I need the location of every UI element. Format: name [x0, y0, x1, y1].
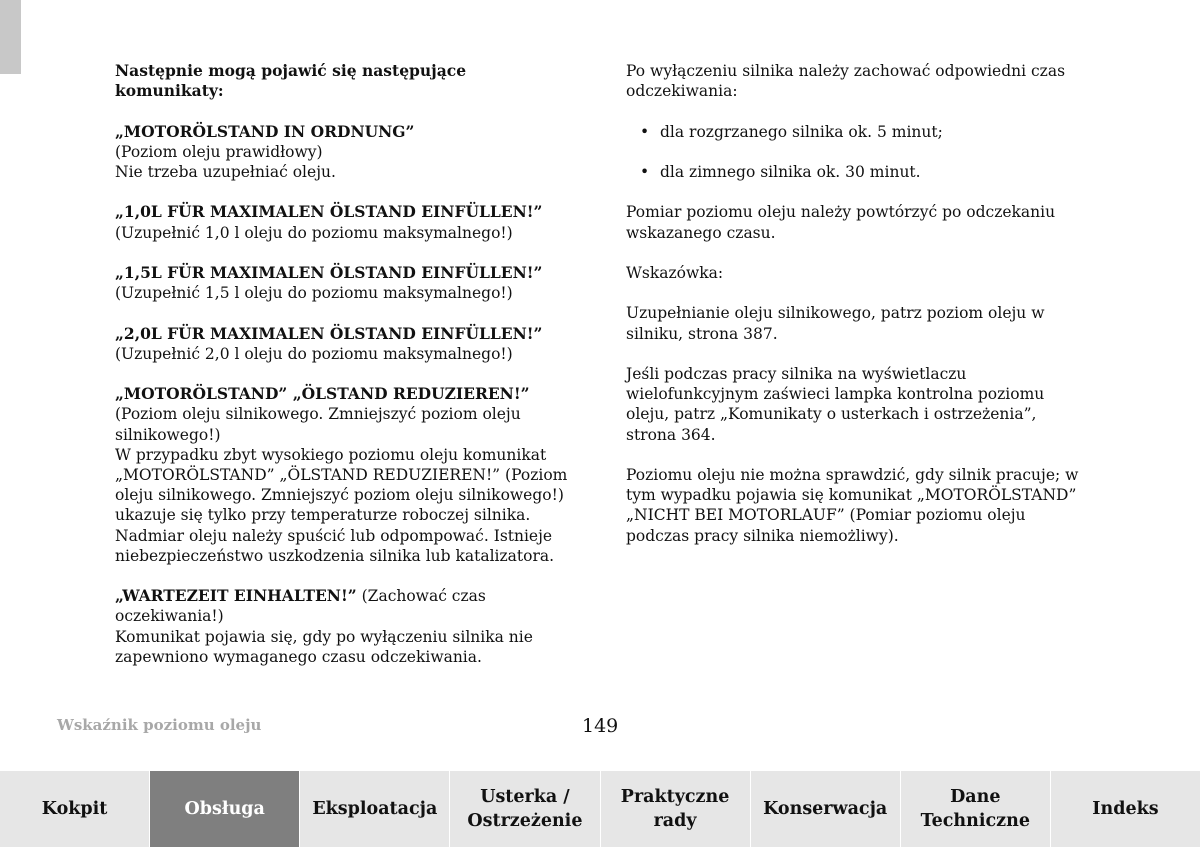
list-item: • dla zimnego silnika ok. 30 minut.	[626, 162, 1086, 182]
message-translation: (Uzupełnić 2,0 l oleju do poziomu maksymalnego!)	[115, 344, 513, 363]
right-column	[626, 61, 1086, 566]
message-description: W przypadku zbyt wysokiego poziomu oleju komunikat „MOTORÖLSTAND” „ÖLSTAND REDUZIEREN!” (Poziom oleju silnikowego. Zmniejszyć poziom oleju silnikowego!) ukazuje się tylko przy temperaturze roboczej silnika.	[115, 445, 568, 525]
chapter-nav	[0, 771, 1200, 847]
message-translation: (Poziom oleju silnikowego. Zmniejszyć poziom oleju silnikowego!)	[115, 405, 521, 444]
message-title: „MOTORÖLSTAND IN ORDNUNG”	[115, 121, 415, 141]
message-translation: (Uzupełnić 1,5 l oleju do poziomu maksymalnego!)	[115, 284, 513, 303]
waiting-time-paragraph: Po wyłączeniu silnika należy zachować odpowiedni czas odczekiwania:	[626, 62, 1066, 101]
page-corner-marker	[0, 0, 21, 74]
message-wartezeit	[115, 586, 575, 667]
section-title: Wskaźnik poziomu oleju	[57, 716, 262, 734]
message-title: „WARTEZEIT EINHALTEN!”	[115, 586, 357, 606]
message-oelstand-reduzieren	[115, 384, 575, 566]
tab-eksploatacja[interactable]: Eksploatacja	[300, 771, 450, 847]
tab-usterka-ostrzezenie[interactable]: Usterka / Ostrzeżenie	[450, 771, 600, 847]
message-title: „MOTORÖLSTAND” „ÖLSTAND REDUZIEREN!”	[115, 384, 530, 404]
message-title: „1,0L FÜR MAXIMALEN ÖLSTAND EINFÜLLEN!”	[115, 202, 543, 222]
message-translation: (Uzupełnić 1,0 l oleju do poziomu maksymalnego!)	[115, 223, 513, 242]
warning-lamp-paragraph: Jeśli podczas pracy silnika na wyświetlaczu wielofunkcyjnym zaświeci lampka kontrolna poziomu oleju, patrz „Komunikaty o usterkach i ostrzeżenia”, strona 364.	[626, 364, 1045, 444]
message-translation: (Poziom oleju prawidłowy)	[115, 142, 323, 161]
message-warning: Nadmiar oleju należy spuścić lub odpompować. Istnieje niebezpieczeństwo uszkodzenia silnika lub katalizatora.	[115, 526, 555, 565]
tab-obsluga[interactable]: Obsługa	[150, 771, 300, 847]
message-1-0l	[115, 202, 575, 242]
left-column	[115, 61, 575, 687]
intro-heading: Następnie mogą pojawić się następujące komunikaty:	[115, 61, 467, 101]
message-1-5l	[115, 263, 575, 303]
repeat-measurement-paragraph: Pomiar poziomu oleju należy powtórzyć po odczekaniu wskazanego czasu.	[626, 203, 1056, 242]
message-title: „2,0L FÜR MAXIMALEN ÖLSTAND EINFÜLLEN!”	[115, 323, 543, 343]
message-motoroelstand-ok	[115, 122, 575, 183]
page-number: 149	[582, 715, 619, 737]
tab-dane-techniczne[interactable]: Dane Techniczne	[901, 771, 1051, 847]
message-description: Komunikat pojawia się, gdy po wyłączeniu silnika nie zapewniono wymaganego czasu odczekiwania.	[115, 627, 533, 666]
tab-konserwacja[interactable]: Konserwacja	[751, 771, 901, 847]
tab-indeks[interactable]: Indeks	[1051, 771, 1200, 847]
tab-kokpit[interactable]: Kokpit	[0, 771, 150, 847]
engine-running-paragraph: Poziomu oleju nie można sprawdzić, gdy silnik pracuje; w tym wypadku pojawia się komunikat „MOTORÖLSTAND” „NICHT BEI MOTORLAUF” (Pomiar poziomu oleju podczas pracy silnika niemożliwy).	[626, 465, 1079, 545]
message-title: „1,5L FÜR MAXIMALEN ÖLSTAND EINFÜLLEN!”	[115, 262, 543, 282]
message-2-0l	[115, 324, 575, 364]
message-description: Nie trzeba uzupełniać oleju.	[115, 163, 336, 181]
tab-praktyczne-rady[interactable]: Praktyczne rady	[601, 771, 751, 847]
list-item: • dla rozgrzanego silnika ok. 5 minut;	[626, 122, 1086, 142]
hint-label: Wskazówka:	[626, 263, 724, 282]
message-translation: (Zachować czas oczekiwania!)	[115, 587, 486, 626]
waiting-time-list	[626, 122, 1086, 183]
hint-paragraph: Uzupełnianie oleju silnikowego, patrz poziom oleju w silniku, strona 387.	[626, 304, 1045, 343]
